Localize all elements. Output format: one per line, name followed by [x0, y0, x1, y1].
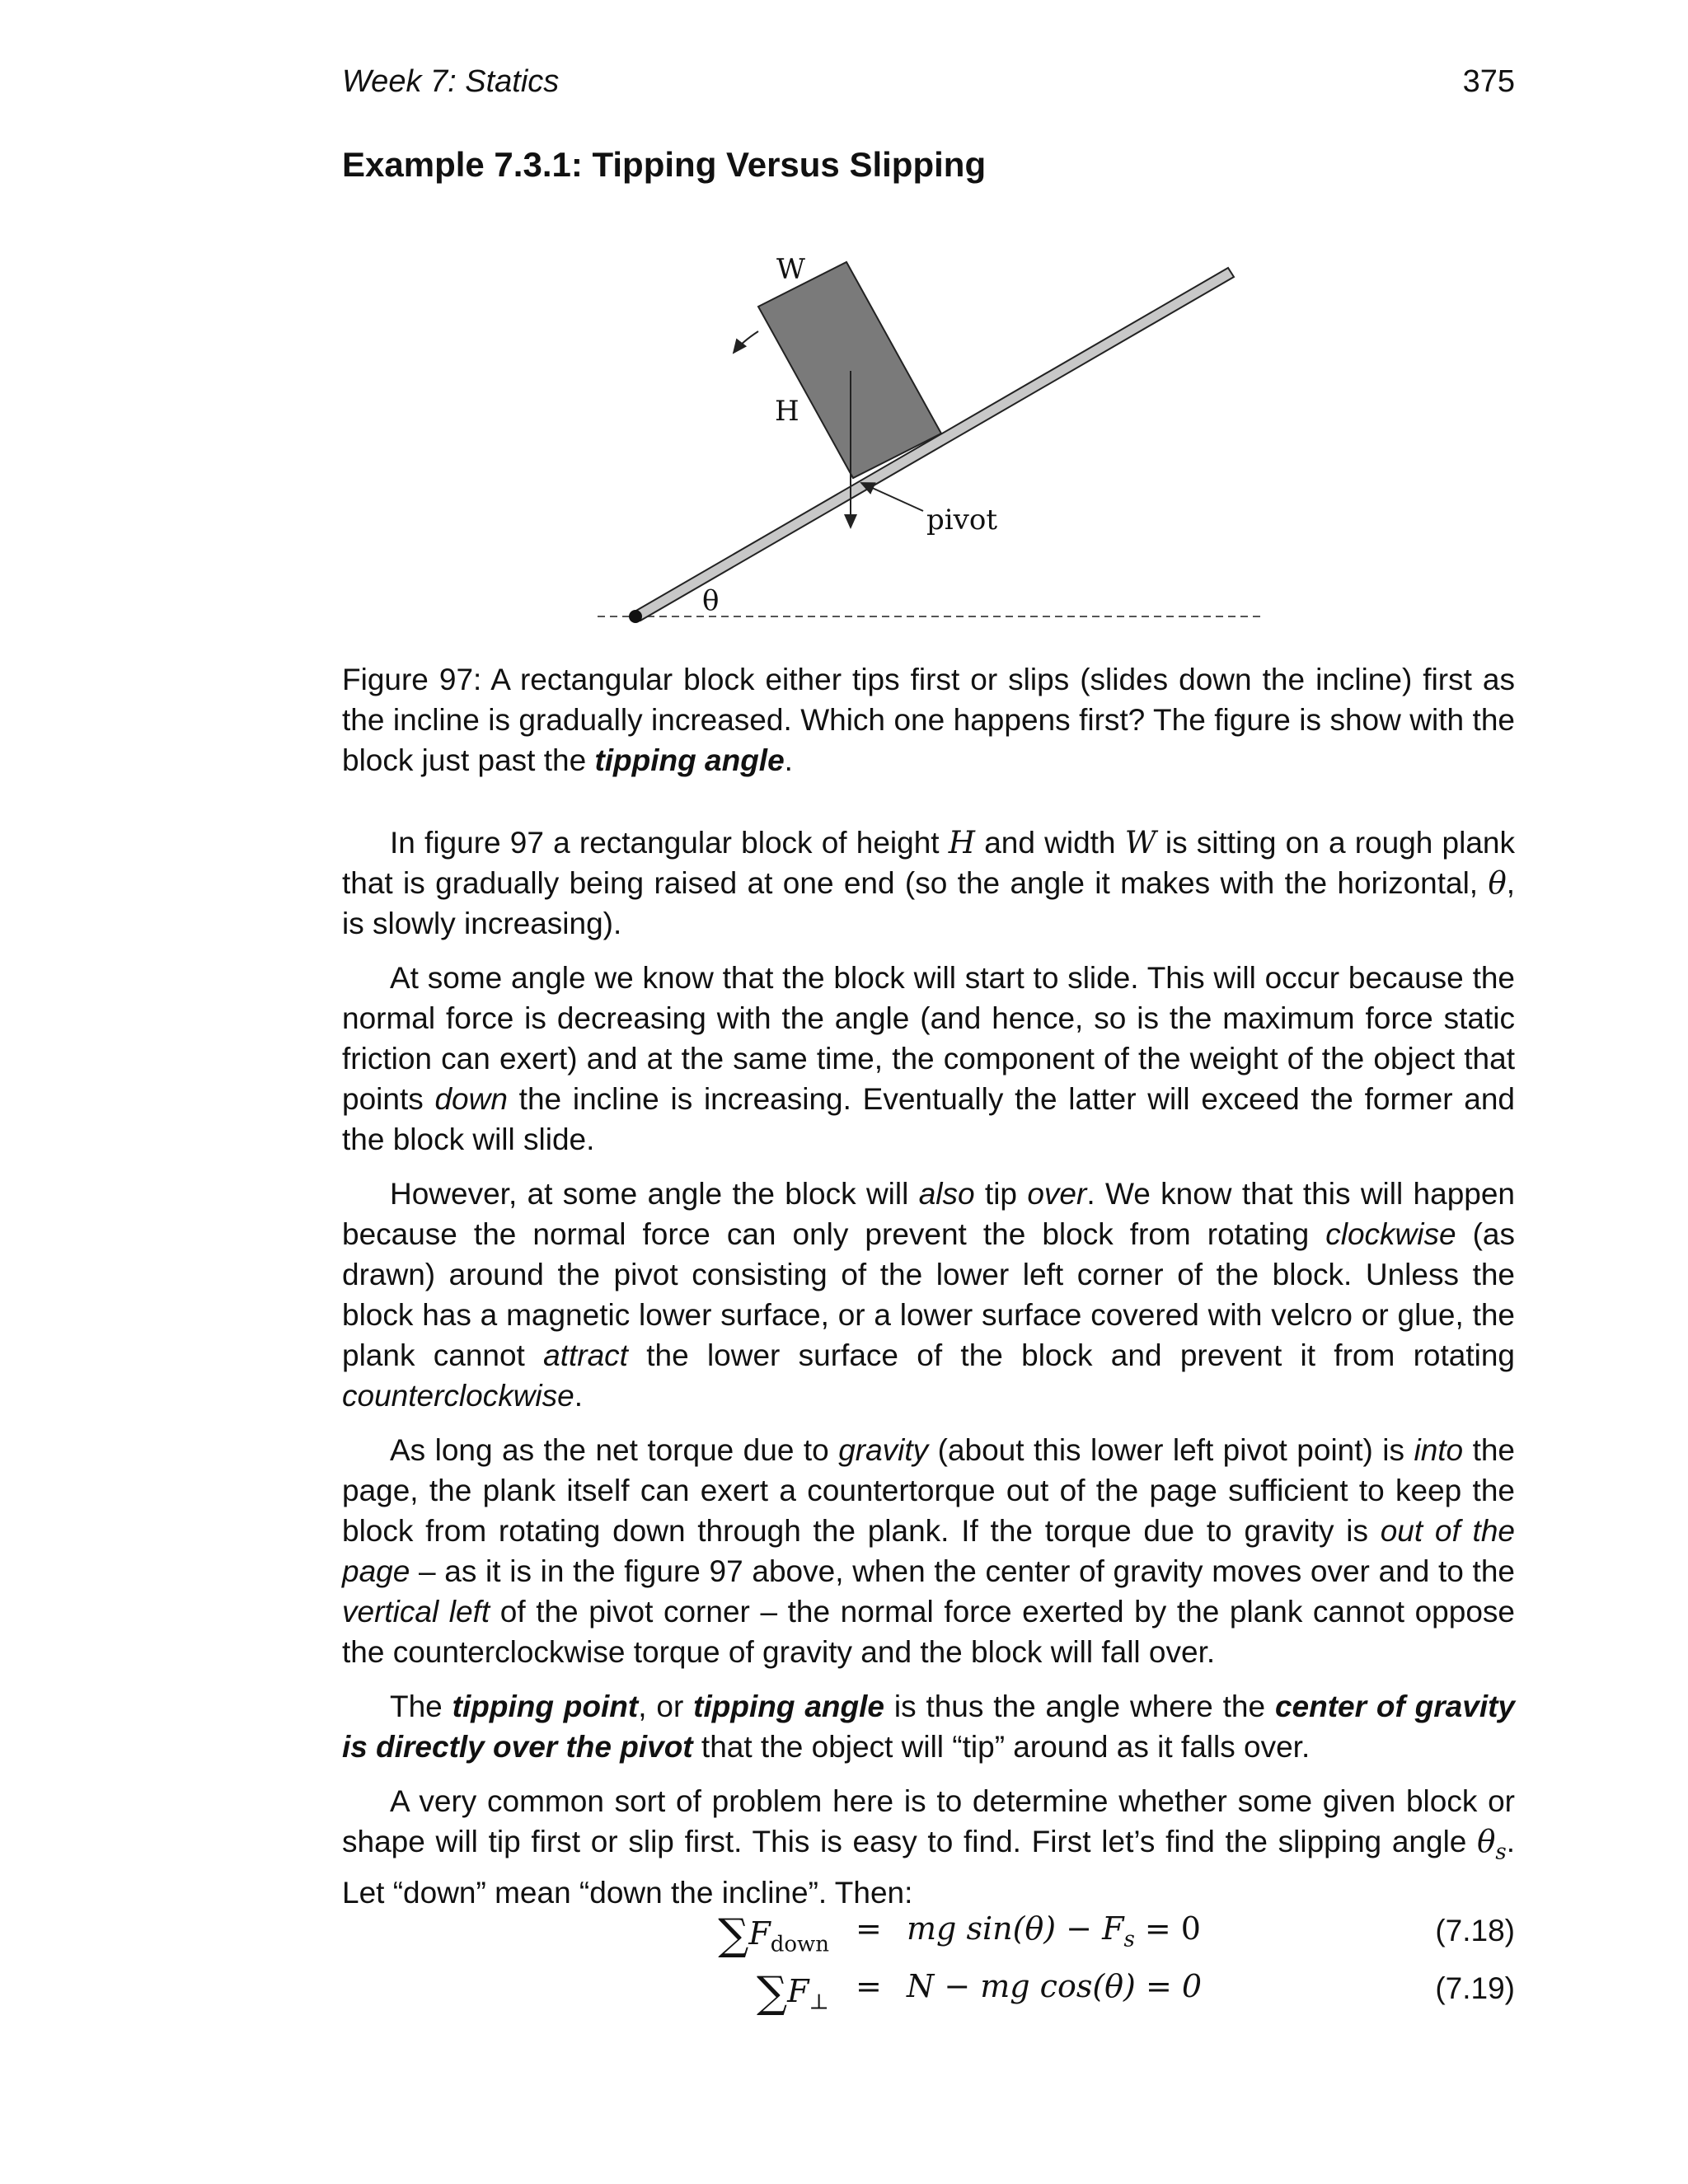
plank [635, 268, 1234, 621]
paragraph-4: As long as the net torque due to gravity (about this lower left pivot point) is into the page, the plank itself can exert a countertorque out of the page sufficient to keep the block from rotating down through the plank. If the torque due to gravity is out of the page – as it is in the figure 97 above, when the center of gravity moves over and to the vertical left of the pivot corner – the normal force exerted by the plank cannot oppose the counterclockwise torque of gravity and the block will fall over. [342, 1433, 1516, 1669]
rotation-arrow [734, 331, 758, 353]
label-theta: θ [702, 584, 720, 617]
paragraph-3: However, at some angle the block will also tip over. We know that this will happen because the normal force can only prevent the block from rotating clockwise (as drawn) around the pivot consisting of the lower left corner of the block. Unless the block has a magnetic lower surface, or a lower surface covered with velcro or glue, the plank cannot attract the lower surface of the block and prevent it from rotating counterclockwise. [342, 1177, 1516, 1413]
paragraph-6: A very common sort of problem here is to determine whether some given block or shape will tip first or slip first. This is easy to find. First let’s find the slipping angle $\theta_s$. Let “down” mean “down the incline”. Then: [342, 1784, 1515, 1910]
body-text [342, 823, 1515, 1913]
equation-7-18: $\sum F_{down}$ = mg $\sin(\theta) - F_s = 0$ (7.18) [718, 1910, 1515, 1960]
equation-number: (7.18) [1435, 1914, 1515, 1947]
equation-7-19: $\sum F_\perp$ = N − mg cos(θ) = 0 (7.19) [757, 1968, 1515, 2018]
figure-caption: Figure 97: A rectangular block either tips first or slips (slides down the incline) first as the incline is gradually increased. Which one happens first? The figure is show with the block just past the tipping angle. [342, 663, 1515, 777]
label-pivot: pivot [926, 504, 997, 537]
paragraph-2: At some angle we know that the block will start to slide. This will occur because the normal force is decreasing with the angle (and hence, so is the maximum force static friction can exert) and at the same time, the component of the weight of the object that points down the incline is increasing. Eventually the latter will exceed the former and the block will slide. [342, 961, 1515, 1156]
paragraph-1: In figure 97 a rectangular block of height H and width W is sitting on a rough plank that is gradually being raised at one end (so the angle it makes with the horizontal, θ, is slowly increasing). [342, 825, 1515, 940]
label-w: W [776, 253, 805, 286]
page-number: 375 [1462, 64, 1515, 99]
incline-figure [0, 231, 1688, 643]
pivot-pointer [861, 483, 923, 511]
running-header: Week 7: Statics [342, 64, 560, 99]
label-h: H [775, 395, 799, 428]
equation-number: (7.19) [1435, 1971, 1515, 2005]
example-title: Example 7.3.1: Tipping Versus Slipping [342, 145, 987, 184]
paragraph-5: The tipping point, or tipping angle is thus the angle where the center of gravity is directly over the pivot that the object will “tip” around as it falls over. [342, 1690, 1515, 1764]
hinge-point [629, 610, 642, 623]
